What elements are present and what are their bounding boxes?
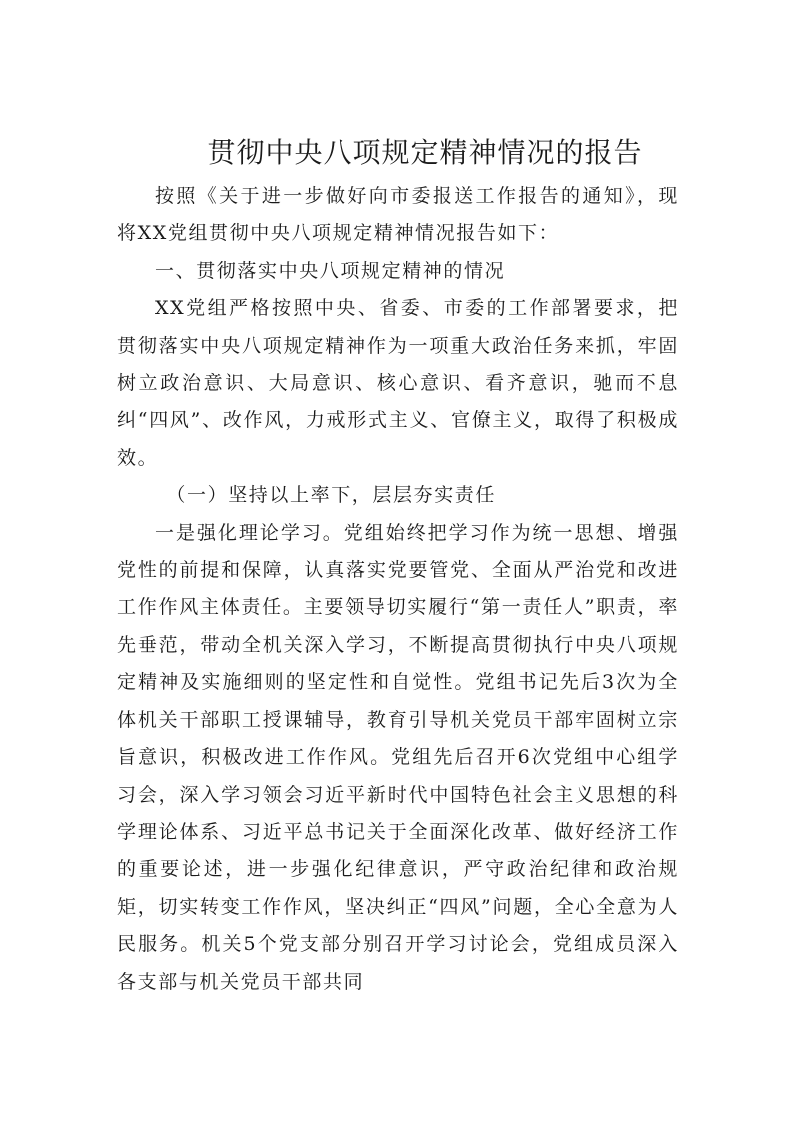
document-title: 贯彻中央八项规定精神情况的报告 — [207, 136, 643, 169]
section-heading: 一、贯彻落实中央八项规定精神的情况 — [155, 259, 506, 282]
subsection-heading: （一）坚持以上率下，层层夯实责任 — [166, 484, 496, 507]
intro-paragraph: 按照《关于进一步做好向市委报送工作报告的通知》，现将XX党组贯彻中央八项规定精神情况报告如下： — [117, 185, 679, 245]
section-paragraph: XX党组严格按照中央、省委、市委的工作部署要求，把贯彻落实中央八项规定精神作为一项重大政治任务来抓，牢固树立政治意识、大局意识、核心意识、看齐意识，驰而不息纠“四风”、改作风，力戒形式主义、官僚主义，取得了积极成效。 — [117, 297, 679, 469]
document-body — [117, 178, 679, 1001]
body-paragraph: 一是强化理论学习。党组始终把学习作为统一思想、增强党性的前提和保障，认真落实党要管党、全面从严治党和改进工作作风主体责任。主要领导切实履行“第一责任人”职责，率先垂范，带动全机关深入学习，不断提高贯彻执行中央八项规定精神及实施细则的坚定性和自觉性。党组书记先后3次为全体机关干部职工授课辅导，教育引导机关党员干部牢固树立宗旨意识，积极改进工作作风。党组先后召开6次党组中心组学习会，深入学习领会习近平新时代中国特色社会主义思想的科学理论体系、习近平总书记关于全面深化改革、做好经济工作的重要论述，进一步强化纪律意识，严守政治纪律和政治规矩，切实转变工作作风，坚决纠正“四风”问题，全心全意为人民服务。机关5个党支部分别召开学习讨论会，党组成员深入各支部与机关党员干部共同 — [117, 521, 679, 993]
